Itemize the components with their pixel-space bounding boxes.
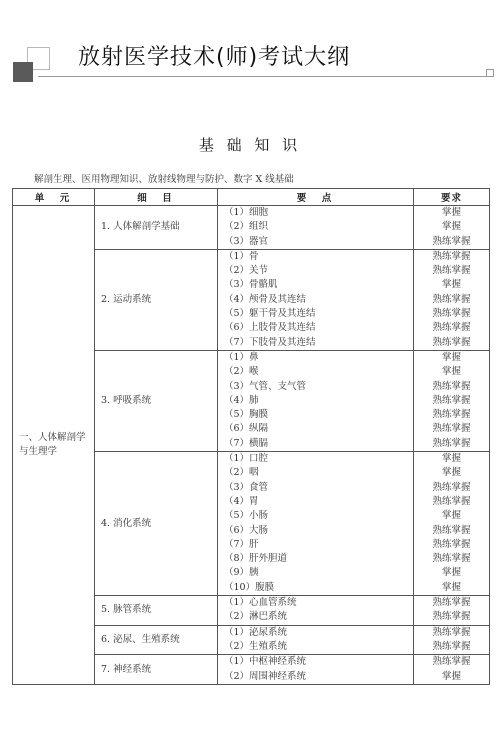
requirement-cell	[414, 655, 490, 685]
point-item: （10）腹膜	[224, 581, 275, 593]
requirement-cell	[414, 625, 490, 655]
point-item: （3）气管、支气管	[224, 380, 307, 392]
requirement-item: 熟练掌握	[432, 322, 471, 334]
requirement-item: 熟练掌握	[432, 308, 471, 320]
requirement-item: 熟练掌握	[432, 640, 471, 652]
point-item: （1）中枢神经系统	[224, 656, 307, 668]
point-item: （3）食管	[224, 481, 269, 493]
requirement-item: 熟练掌握	[432, 495, 471, 507]
unit-cell: 一、人体解剖学与生理学	[13, 206, 95, 685]
subitem-cell: 4. 消化系统	[95, 452, 218, 596]
requirement-cell	[414, 206, 490, 250]
requirement-item: 熟练掌握	[432, 481, 471, 493]
requirement-item: 掌握	[441, 510, 461, 522]
requirement-item: 熟练掌握	[432, 597, 471, 609]
point-item: （5）躯干骨及其连结	[224, 308, 316, 320]
points-cell	[218, 350, 414, 451]
header-subitem: 细 目	[95, 189, 218, 206]
points-cell	[218, 596, 414, 626]
requirement-item: 熟练掌握	[432, 524, 471, 536]
point-item: （2）淋巴系统	[224, 611, 288, 623]
point-item: （7）横膈	[224, 437, 269, 449]
requirement-item: 熟练掌握	[432, 394, 471, 406]
subitem-cell: 1. 人体解剖学基础	[95, 206, 218, 250]
point-item: （2）喉	[224, 366, 259, 378]
point-item: （2）周围神经系统	[224, 670, 307, 682]
points-cell	[218, 655, 414, 685]
point-item: （1）泌尿系统	[224, 626, 288, 638]
requirement-item: 掌握	[441, 453, 461, 465]
point-item: （1）口腔	[224, 453, 269, 465]
requirement-item: 熟练掌握	[432, 265, 471, 277]
requirement-cell	[414, 350, 490, 451]
section-title: 基 础 知 识	[198, 136, 302, 154]
exam-outline-table	[12, 188, 490, 685]
point-item: （9）胰	[224, 567, 259, 579]
requirement-item: 熟练掌握	[432, 656, 471, 668]
requirement-item: 熟练掌握	[432, 250, 471, 262]
point-item: （2）关节	[224, 265, 269, 277]
point-item: （7）肝	[224, 538, 259, 550]
requirement-cell	[414, 249, 490, 350]
requirement-item: 熟练掌握	[432, 423, 471, 435]
points-cell	[218, 452, 414, 596]
requirement-item: 熟练掌握	[432, 626, 471, 638]
requirement-item: 掌握	[441, 279, 461, 291]
requirement-item: 熟练掌握	[432, 409, 471, 421]
requirement-item: 掌握	[441, 366, 461, 378]
requirement-item: 掌握	[441, 581, 461, 593]
point-item: （6）纵隔	[224, 423, 269, 435]
point-item: （5）小肠	[224, 510, 269, 522]
requirement-item: 掌握	[441, 221, 461, 233]
book-title: 放射医学技术(师)考试大纲	[78, 45, 351, 70]
table-row	[13, 206, 490, 250]
requirement-item: 熟练掌握	[432, 611, 471, 623]
point-item: （4）颅骨及其连结	[224, 293, 307, 305]
requirement-cell	[414, 452, 490, 596]
point-item: （4）肺	[224, 394, 259, 406]
point-item: （5）胸膜	[224, 409, 269, 421]
requirement-item: 熟练掌握	[432, 293, 471, 305]
subitem-cell: 5. 脉管系统	[95, 596, 218, 626]
requirement-item: 熟练掌握	[432, 437, 471, 449]
point-item: （8）肝外胆道	[224, 553, 288, 565]
table-header-row	[13, 189, 490, 206]
points-cell	[218, 249, 414, 350]
point-item: （2）咽	[224, 467, 259, 479]
requirement-item: 熟练掌握	[432, 336, 471, 348]
points-cell	[218, 625, 414, 655]
point-item: （1）细胞	[224, 207, 269, 218]
requirement-item: 掌握	[441, 567, 461, 579]
header-points: 要 点	[218, 189, 414, 206]
requirement-item: 熟练掌握	[432, 235, 471, 247]
header-requirement: 要求	[414, 189, 490, 206]
requirement-cell	[414, 596, 490, 626]
intro-text: 解剖生理、医用物理知识、放射线物理与防护、数字 X 线基础	[34, 174, 294, 185]
point-item: （1）骨	[224, 250, 259, 262]
point-item: （3）骨骼肌	[224, 279, 278, 291]
point-item: （2）生殖系统	[224, 640, 288, 652]
subitem-cell: 3. 呼吸系统	[95, 350, 218, 451]
point-item: （6）大肠	[224, 524, 269, 536]
header-rule	[38, 76, 490, 77]
requirement-item: 熟练掌握	[432, 553, 471, 565]
requirement-item: 熟练掌握	[432, 380, 471, 392]
table-body	[13, 206, 490, 685]
header-rule-end-square	[486, 69, 494, 77]
header-decoration-solid-square	[13, 62, 33, 82]
point-item: （3）器官	[224, 235, 269, 247]
requirement-item: 熟练掌握	[432, 538, 471, 550]
requirement-item: 掌握	[441, 207, 461, 218]
requirement-item: 掌握	[441, 351, 461, 363]
point-item: （4）胃	[224, 495, 259, 507]
subitem-cell: 6. 泌尿、生殖系统	[95, 625, 218, 655]
header-unit: 单 元	[13, 189, 95, 206]
point-item: （6）上肢骨及其连结	[224, 322, 316, 334]
point-item: （1）鼻	[224, 351, 259, 363]
requirement-item: 掌握	[441, 467, 461, 479]
points-cell	[218, 206, 414, 250]
point-item: （1）心血管系统	[224, 597, 297, 609]
point-item: （7）下肢骨及其连结	[224, 336, 316, 348]
point-item: （2）组织	[224, 221, 269, 233]
requirement-item: 掌握	[441, 670, 461, 682]
subitem-cell: 2. 运动系统	[95, 249, 218, 350]
subitem-cell: 7. 神经系统	[95, 655, 218, 685]
